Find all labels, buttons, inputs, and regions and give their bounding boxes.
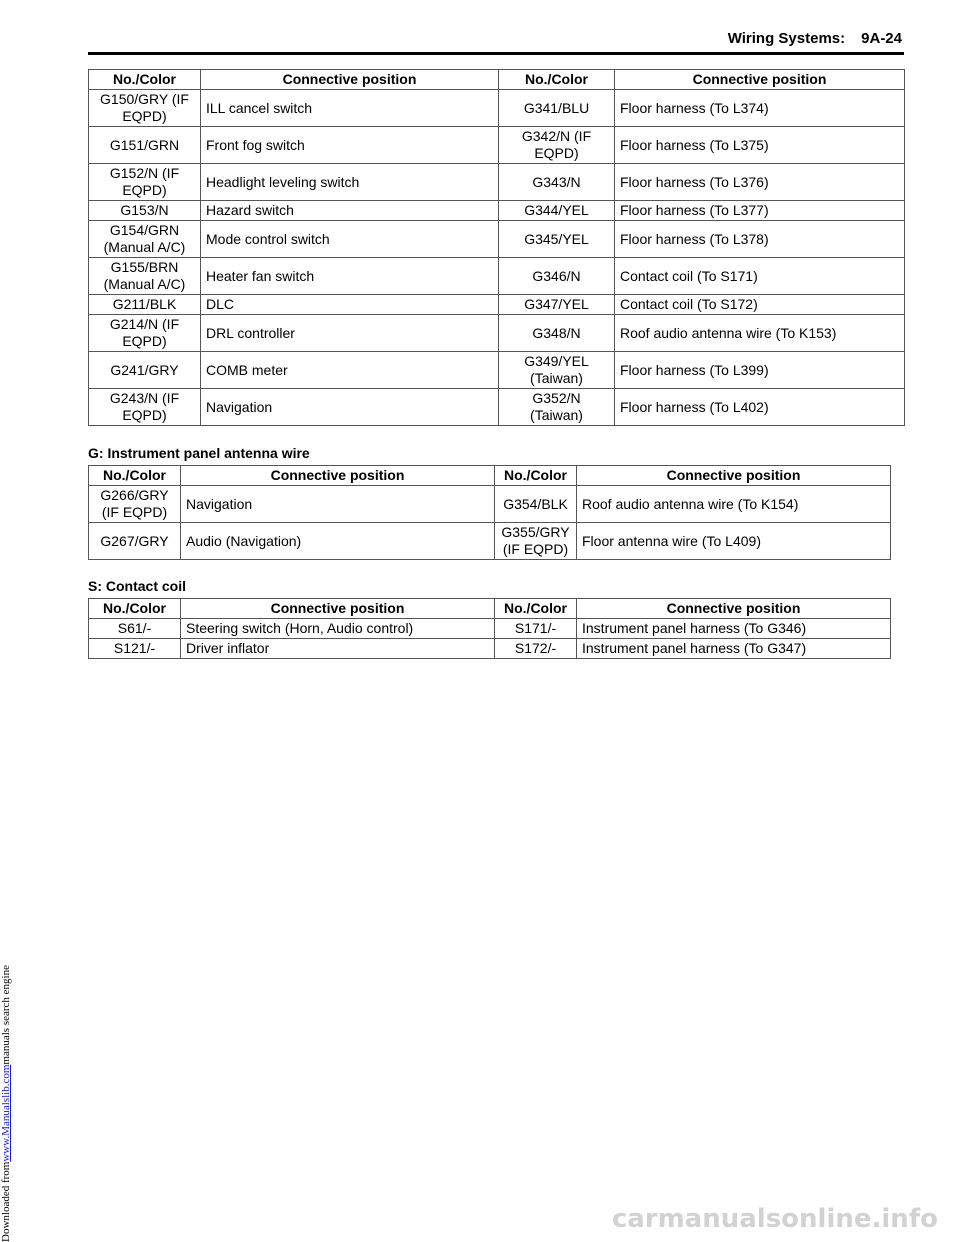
cell-position: ILL cancel switch (201, 90, 499, 127)
cell-no-color: G152/N (IF EQPD) (89, 164, 201, 201)
section-g-title: G: Instrument panel antenna wire (88, 445, 310, 461)
cell-position: Navigation (201, 389, 499, 426)
manualslib-link[interactable]: www.Manualslib.com (0, 1064, 12, 1162)
cell-no-color: S121/- (89, 639, 181, 659)
table-row (89, 486, 891, 523)
table-row (89, 164, 905, 201)
cell-position: Roof audio antenna wire (To K154) (577, 486, 891, 523)
table-row (89, 315, 905, 352)
cell-no-color: S172/- (495, 639, 577, 659)
cell-position: Floor harness (To L376) (615, 164, 905, 201)
cell-position: Navigation (181, 486, 495, 523)
column-header: No./Color (495, 599, 577, 619)
cell-no-color: G241/GRY (89, 352, 201, 389)
cell-no-color: G153/N (89, 201, 201, 221)
cell-position: Floor harness (To L375) (615, 127, 905, 164)
cell-position: Driver inflator (181, 639, 495, 659)
cell-no-color: G349/YEL (Taiwan) (499, 352, 615, 389)
cell-position: Mode control switch (201, 221, 499, 258)
cell-position: Audio (Navigation) (181, 523, 495, 560)
column-header: No./Color (499, 70, 615, 90)
cell-no-color: G352/N (Taiwan) (499, 389, 615, 426)
column-header: Connective position (615, 70, 905, 90)
download-source-bar (0, 0, 16, 1242)
column-header: No./Color (89, 466, 181, 486)
cell-position: Contact coil (To S171) (615, 258, 905, 295)
column-header: Connective position (201, 70, 499, 90)
table-row (89, 127, 905, 164)
cell-position: Contact coil (To S172) (615, 295, 905, 315)
column-header: No./Color (89, 70, 201, 90)
table-row (89, 201, 905, 221)
cell-no-color: G354/BLK (495, 486, 577, 523)
table-row (89, 90, 905, 127)
cell-no-color: G266/GRY (IF EQPD) (89, 486, 181, 523)
cell-no-color: G214/N (IF EQPD) (89, 315, 201, 352)
cell-position: Floor antenna wire (To L409) (577, 523, 891, 560)
cell-position: COMB meter (201, 352, 499, 389)
table-header-row (89, 70, 905, 90)
table-row (89, 258, 905, 295)
page-number: 9A-24 (861, 30, 902, 47)
cell-no-color: G355/GRY (IF EQPD) (495, 523, 577, 560)
header-rule (88, 52, 904, 55)
cell-position: Headlight leveling switch (201, 164, 499, 201)
section-s-title: S: Contact coil (88, 578, 187, 594)
cell-no-color: S171/- (495, 619, 577, 639)
column-header: Connective position (181, 466, 495, 486)
cell-no-color: G150/GRY (IF EQPD) (89, 90, 201, 127)
cell-no-color: G211/BLK (89, 295, 201, 315)
table-row (89, 295, 905, 315)
table-header-row (89, 466, 891, 486)
column-header: Connective position (577, 599, 891, 619)
table-row (89, 389, 905, 426)
column-header: Connective position (577, 466, 891, 486)
table-row (89, 221, 905, 258)
cell-no-color: G155/BRN (Manual A/C) (89, 258, 201, 295)
table-row (89, 619, 891, 639)
cell-position: Steering switch (Horn, Audio control) (181, 619, 495, 639)
cell-position: Floor harness (To L399) (615, 352, 905, 389)
download-prefix: Downloaded from (0, 1161, 12, 1242)
cell-position: DLC (201, 295, 499, 315)
table-row (89, 523, 891, 560)
column-header: No./Color (495, 466, 577, 486)
cell-no-color: G243/N (IF EQPD) (89, 389, 201, 426)
page-header (88, 30, 902, 47)
cell-position: Hazard switch (201, 201, 499, 221)
table-header-row (89, 599, 891, 619)
cell-no-color: G344/YEL (499, 201, 615, 221)
cell-position: Instrument panel harness (To G346) (577, 619, 891, 639)
cell-position: Roof audio antenna wire (To K153) (615, 315, 905, 352)
connector-table-s (88, 598, 891, 659)
table-row (89, 639, 891, 659)
section-title: Wiring Systems: (727, 30, 846, 47)
column-header: No./Color (89, 599, 181, 619)
cell-position: Instrument panel harness (To G347) (577, 639, 891, 659)
cell-no-color: S61/- (89, 619, 181, 639)
cell-position: Floor harness (To L377) (615, 201, 905, 221)
cell-position: DRL controller (201, 315, 499, 352)
cell-no-color: G343/N (499, 164, 615, 201)
cell-no-color: G345/YEL (499, 221, 615, 258)
cell-position: Front fog switch (201, 127, 499, 164)
connector-table-main (88, 69, 905, 426)
cell-position: Floor harness (To L402) (615, 389, 905, 426)
cell-position: Floor harness (To L374) (615, 90, 905, 127)
column-header: Connective position (181, 599, 495, 619)
site-watermark: carmanualsonline.info (611, 1204, 938, 1234)
cell-no-color: G347/YEL (499, 295, 615, 315)
connector-table-g (88, 465, 891, 560)
cell-no-color: G348/N (499, 315, 615, 352)
download-suffix: manuals search engine (0, 965, 12, 1065)
cell-position: Floor harness (To L378) (615, 221, 905, 258)
cell-no-color: G151/GRN (89, 127, 201, 164)
cell-no-color: G346/N (499, 258, 615, 295)
cell-no-color: G267/GRY (89, 523, 181, 560)
cell-no-color: G341/BLU (499, 90, 615, 127)
table-row (89, 352, 905, 389)
cell-no-color: G342/N (IF EQPD) (499, 127, 615, 164)
cell-no-color: G154/GRN (Manual A/C) (89, 221, 201, 258)
cell-position: Heater fan switch (201, 258, 499, 295)
